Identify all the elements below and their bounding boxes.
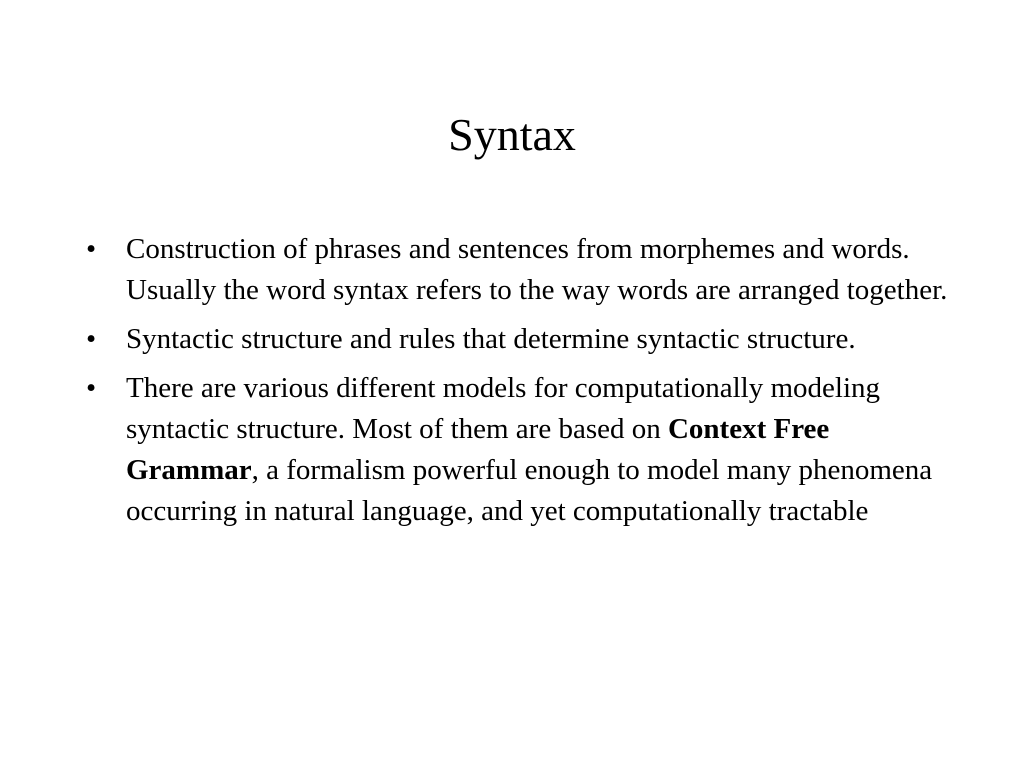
bullet-list [86,229,956,540]
bullet-icon: • [86,323,97,355]
bullet-icon: • [86,372,97,404]
bullet-text: Syntactic structure and rules that determine syntactic structure. [126,323,856,355]
bullet-text-before: There are various different models for computationally modeling syntactic structure. Most of them are based on [126,372,881,445]
bullet-text-after: , a formalism powerful enough to model many phenomena occurring in natural language, and yet computationally tractable [126,454,933,527]
bullet-icon: • [86,233,97,265]
bullet-item-syntactic-structure [86,319,956,360]
bullet-item-models [86,368,956,532]
bullet-text: Construction of phrases and sentences from morphemes and words. Usually the word syntax refers to the way words are arranged together. [126,233,948,306]
slide-title: Syntax [448,109,576,160]
bullet-text [126,372,932,527]
bold-term-cfg: Context Free Grammar [126,413,830,486]
bullet-item-construction [86,229,956,311]
